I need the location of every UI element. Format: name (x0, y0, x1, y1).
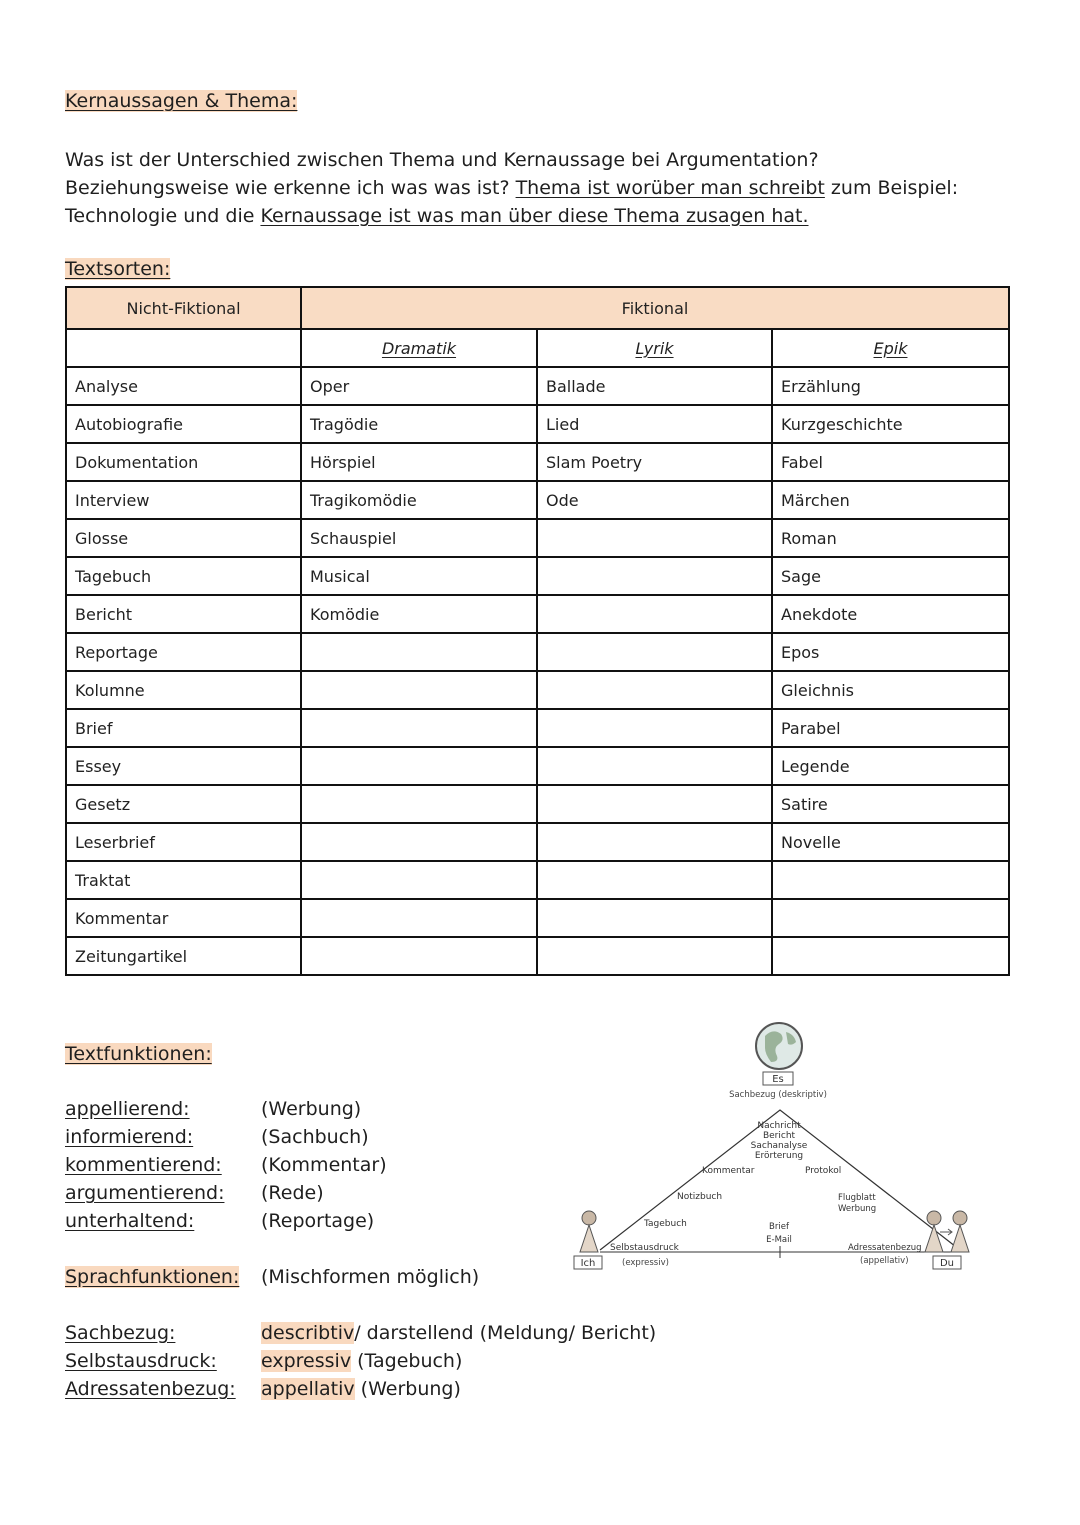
sprachfunktion-term: Sachbezug: (65, 1322, 176, 1344)
cell-lyrik (537, 747, 772, 785)
cell-nicht-fiktional: Gesetz (66, 785, 301, 823)
cell-lyrik (537, 785, 772, 823)
textfunktion-item (0, 1210, 560, 1238)
textfunktion-term: argumentierend: (65, 1182, 225, 1204)
label-es: Es (772, 1074, 784, 1085)
sprachfunktion-highlight: expressiv (261, 1350, 352, 1372)
genre-epik: Epik (772, 329, 1009, 367)
cell-epik: Sage (772, 557, 1009, 595)
cell-epik: Roman (772, 519, 1009, 557)
cell-lyrik: Lied (537, 405, 772, 443)
paragraph-line-1: Was ist der Unterschied zwischen Thema und Kernaussage bei Argumentation? (65, 149, 819, 171)
table-row (66, 671, 1009, 709)
sprachfunktion-desc (261, 1378, 461, 1400)
sprachfunktion-term: Selbstausdruck: (65, 1350, 217, 1372)
label-expressiv: (expressiv) (622, 1258, 669, 1268)
header-fiktional: Fiktional (301, 287, 1009, 329)
sprachfunktion-rest: / darstellend (Meldung/ Bericht) (354, 1322, 657, 1344)
section-textfunktionen-heading (65, 1043, 212, 1065)
label-brief: Brief (769, 1222, 789, 1232)
kernaussage-definition: Kernaussage ist was man über diese Thema zusagen hat. (260, 205, 809, 227)
section-kernaussagen-heading (65, 90, 297, 112)
textsorten-table (65, 286, 1010, 976)
cell-dramatik: Oper (301, 367, 537, 405)
cell-nicht-fiktional: Reportage (66, 633, 301, 671)
cell-epik: Fabel (772, 443, 1009, 481)
cell-epik: Satire (772, 785, 1009, 823)
genre-empty-cell (66, 329, 301, 367)
sprachfunktionen-list (0, 1322, 800, 1406)
label-eroerterung: Erörterung (754, 1151, 804, 1161)
cell-dramatik (301, 709, 537, 747)
cell-dramatik (301, 899, 537, 937)
paragraph-line-2 (65, 174, 1025, 202)
table-row (66, 557, 1009, 595)
label-ich: Ich (580, 1258, 596, 1269)
cell-nicht-fiktional: Dokumentation (66, 443, 301, 481)
textfunktion-item (0, 1126, 560, 1154)
cell-epik: Kurzgeschichte (772, 405, 1009, 443)
table-row (66, 861, 1009, 899)
cell-nicht-fiktional: Tagebuch (66, 557, 301, 595)
table-row (66, 367, 1009, 405)
label-du: Du (939, 1258, 955, 1269)
cell-nicht-fiktional: Kommentar (66, 899, 301, 937)
table-genre-row (66, 329, 1009, 367)
textfunktion-term: unterhaltend: (65, 1210, 195, 1232)
textfunktion-example: (Reportage) (261, 1210, 375, 1232)
label-adressatenbezug: Adressatenbezug (848, 1243, 922, 1253)
textfunktion-item (0, 1098, 560, 1126)
cell-dramatik (301, 785, 537, 823)
sprachfunktion-term: Adressatenbezug: (65, 1378, 236, 1400)
cell-epik: Anekdote (772, 595, 1009, 633)
cell-epik (772, 861, 1009, 899)
textfunktion-example: (Rede) (261, 1182, 324, 1204)
textfunktion-term: appellierend: (65, 1098, 190, 1120)
cell-nicht-fiktional: Essey (66, 747, 301, 785)
label-nachricht: Nachricht (757, 1121, 801, 1131)
cell-lyrik (537, 861, 772, 899)
label-appellativ: (appellativ) (860, 1256, 909, 1266)
sprachfunktionen-note: (Mischformen möglich) (261, 1266, 480, 1288)
person-ich-icon (580, 1211, 598, 1252)
cell-lyrik (537, 595, 772, 633)
cell-lyrik: Ode (537, 481, 772, 519)
table-row (66, 481, 1009, 519)
label-flugblatt: Flugblatt (838, 1193, 876, 1203)
textfunktionen-heading-text: Textfunktionen: (65, 1043, 212, 1065)
label-notizbuch: Notizbuch (677, 1192, 723, 1202)
cell-dramatik (301, 861, 537, 899)
sprachfunktion-highlight: describtiv (261, 1322, 355, 1344)
table-row (66, 519, 1009, 557)
cell-dramatik (301, 937, 537, 975)
cell-lyrik: Slam Poetry (537, 443, 772, 481)
thema-definition: Thema ist worüber man schreibt (515, 177, 825, 199)
cell-nicht-fiktional: Zeitungartikel (66, 937, 301, 975)
textfunktion-example: (Werbung) (261, 1098, 362, 1120)
label-tagebuch: Tagebuch (644, 1219, 687, 1229)
textfunktion-term: informierend: (65, 1126, 194, 1148)
cell-epik: Gleichnis (772, 671, 1009, 709)
label-selbstausdruck: Selbstausdruck (610, 1243, 679, 1253)
textfunktion-item (0, 1154, 560, 1182)
cell-epik (772, 899, 1009, 937)
cell-epik: Legende (772, 747, 1009, 785)
table-row (66, 937, 1009, 975)
section-sprachfunktionen-heading (65, 1266, 239, 1288)
cell-dramatik: Hörspiel (301, 443, 537, 481)
label-kommentar: Kommentar (702, 1166, 755, 1176)
cell-dramatik: Schauspiel (301, 519, 537, 557)
cell-lyrik (537, 899, 772, 937)
cell-dramatik: Komödie (301, 595, 537, 633)
cell-lyrik: Ballade (537, 367, 772, 405)
label-email: E-Mail (766, 1235, 792, 1245)
sprachfunktion-highlight: appellativ (261, 1378, 355, 1400)
genre-dramatik: Dramatik (301, 329, 537, 367)
label-sachbezug: Sachbezug (deskriptiv) (729, 1090, 827, 1100)
sprachfunktion-item (0, 1378, 800, 1406)
cell-epik: Parabel (772, 709, 1009, 747)
cell-nicht-fiktional: Bericht (66, 595, 301, 633)
cell-nicht-fiktional: Leserbrief (66, 823, 301, 861)
textsorten-heading-text: Textsorten: (65, 258, 171, 280)
cell-nicht-fiktional: Autobiografie (66, 405, 301, 443)
table-row (66, 595, 1009, 633)
table-row (66, 747, 1009, 785)
kommunikationsdreieck-diagram (560, 1018, 980, 1278)
sprachfunktion-desc (261, 1322, 656, 1344)
cell-dramatik: Tragikomödie (301, 481, 537, 519)
cell-epik (772, 937, 1009, 975)
label-werbung: Werbung (838, 1204, 877, 1214)
cell-nicht-fiktional: Traktat (66, 861, 301, 899)
table-row (66, 899, 1009, 937)
textfunktionen-list (0, 1098, 560, 1238)
cell-lyrik (537, 557, 772, 595)
cell-lyrik (537, 709, 772, 747)
cell-lyrik (537, 671, 772, 709)
table-row (66, 443, 1009, 481)
sprachfunktion-desc (261, 1350, 462, 1372)
cell-nicht-fiktional: Interview (66, 481, 301, 519)
sprachfunktion-item (0, 1322, 800, 1350)
kernaussagen-heading-text: Kernaussagen & Thema: (65, 90, 298, 112)
cell-dramatik (301, 633, 537, 671)
label-bericht: Bericht (762, 1131, 796, 1141)
cell-lyrik (537, 823, 772, 861)
cell-nicht-fiktional: Glosse (66, 519, 301, 557)
textfunktion-item (0, 1182, 560, 1210)
cell-lyrik (537, 633, 772, 671)
table-header-row (66, 287, 1009, 329)
genre-lyrik: Lyrik (537, 329, 772, 367)
line3-text: Technologie und die (65, 205, 261, 227)
cell-lyrik (537, 519, 772, 557)
cell-dramatik: Tragödie (301, 405, 537, 443)
table-row (66, 785, 1009, 823)
cell-epik: Erzählung (772, 367, 1009, 405)
cell-nicht-fiktional: Analyse (66, 367, 301, 405)
cell-epik: Märchen (772, 481, 1009, 519)
cell-dramatik (301, 671, 537, 709)
sprachfunktionen-heading-text: Sprachfunktionen: (65, 1266, 240, 1288)
label-sachanalyse: Sachanalyse (750, 1141, 808, 1151)
section-textsorten-heading (65, 258, 170, 280)
line2-end: zum Beispiel: (824, 177, 959, 199)
table-row (66, 823, 1009, 861)
cell-epik: Epos (772, 633, 1009, 671)
textfunktion-example: (Sachbuch) (261, 1126, 369, 1148)
sprachfunktion-item (0, 1350, 800, 1378)
cell-epik: Novelle (772, 823, 1009, 861)
globe-icon (756, 1023, 802, 1069)
person-du-icon (925, 1211, 969, 1252)
textfunktion-term: kommentierend: (65, 1154, 222, 1176)
table-body (66, 367, 1009, 975)
table-row (66, 633, 1009, 671)
paragraph-line-3 (65, 202, 1025, 230)
label-protokol: Protokol (805, 1166, 842, 1176)
sprachfunktion-rest: (Werbung) (354, 1378, 461, 1400)
cell-dramatik (301, 747, 537, 785)
cell-dramatik (301, 823, 537, 861)
table-row (66, 709, 1009, 747)
textfunktion-example: (Kommentar) (261, 1154, 387, 1176)
cell-nicht-fiktional: Kolumne (66, 671, 301, 709)
header-nicht-fiktional: Nicht-Fiktional (66, 287, 301, 329)
cell-lyrik (537, 937, 772, 975)
table-row (66, 405, 1009, 443)
sprachfunktion-rest: (Tagebuch) (351, 1350, 463, 1372)
line2-text: Beziehungsweise wie erkenne ich was was ist? (65, 177, 516, 199)
kernaussagen-paragraph (65, 146, 1025, 230)
cell-nicht-fiktional: Brief (66, 709, 301, 747)
cell-dramatik: Musical (301, 557, 537, 595)
